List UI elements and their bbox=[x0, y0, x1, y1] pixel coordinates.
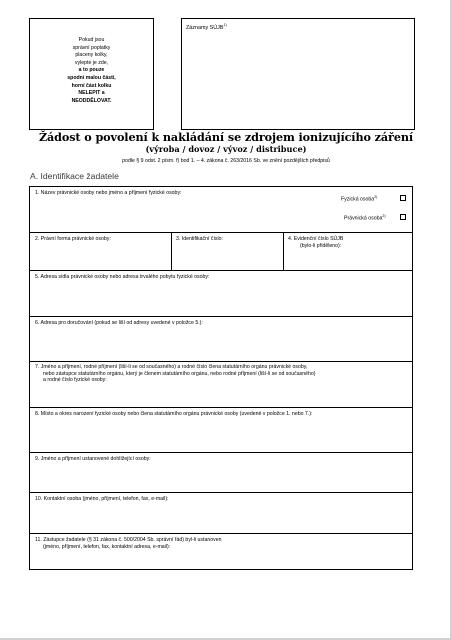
field-9-supervisor[interactable] bbox=[30, 452, 412, 492]
stamp-line: NEODDĚLOVAT. bbox=[71, 97, 112, 104]
field-7-label-line2: nebo zástupce statutárního orgánu, který je členem statutárního orgánu, nebo rodné příjmení (liší-li se od současného) bbox=[43, 370, 316, 377]
field-7-label-line3: a rodné číslo fyzické osoby: bbox=[43, 377, 107, 383]
field-8-birthplace[interactable] bbox=[30, 407, 412, 452]
registry-records-box bbox=[181, 18, 415, 130]
field-10-label: 10. Kontaktní osoba (jméno, příjmení, telefon, fax, e-mail): bbox=[35, 496, 169, 502]
fee-stamp-area[interactable] bbox=[29, 18, 154, 130]
stamp-line: NELEPIT a bbox=[78, 90, 105, 97]
stamp-line: vylepte je zde, bbox=[74, 59, 109, 66]
field-9-label: 9. Jméno a příjmení ustanovené dohlížející osoby: bbox=[35, 456, 151, 462]
field-7-label: 7. Jméno a příjmení, rodné příjmení (liší-li se od současného) a rodné číslo člena statutárního orgánu právnické osoby, bbox=[35, 364, 308, 370]
field-4-sublabel: (bylo-li přiděleno): bbox=[300, 243, 342, 249]
divider bbox=[283, 233, 284, 270]
stamp-line: Pokud jsou bbox=[78, 37, 105, 43]
stamp-line: placeny kolky, bbox=[75, 52, 108, 59]
divider bbox=[171, 233, 172, 270]
document-title: Žádost o povolení k nakládání se zdrojem ionizujícího záření bbox=[38, 130, 414, 144]
stamp-line: a to pouze bbox=[78, 67, 105, 74]
stamp-line: spodní malou částí, bbox=[67, 74, 116, 81]
registry-label: Záznamy SÚJB$^{1)}$ bbox=[186, 23, 227, 31]
field-11-label-line2: (jméno, příjmení, telefon, fax, kontaktní adresa, e-mail): bbox=[43, 543, 171, 550]
field-5-label: 5. Adresa sídla právnické osoby nebo adresa trvalého pobytu fyzické osoby: bbox=[35, 274, 210, 280]
row-2-4 bbox=[30, 232, 412, 270]
field-3-label: 3. Identifikační číslo: bbox=[176, 236, 223, 242]
field-11-representative[interactable] bbox=[30, 533, 412, 569]
legal-basis: podle § 9 odst. 2 písm. f) bod 1. – 4. zákona č. 263/2016 Sb. ve znění pozdějších předpisů bbox=[122, 158, 330, 164]
field-1-label: 1. Název právnické osoby nebo jméno a příjmení fyzické osoby: bbox=[35, 190, 182, 196]
legal-person-label: Právnická osoba$^{2)}$ bbox=[344, 214, 386, 222]
field-6-label: 6. Adresa pro doručování (pokud se liší od adresy uvedené v položce 5.): bbox=[35, 320, 203, 326]
section-a-title: A. Identifikace žadatele bbox=[30, 171, 119, 181]
stamp-instructions bbox=[34, 37, 149, 105]
document-subtitle: (výroba / dovoz / vývoz / distribuce) bbox=[145, 144, 307, 154]
field-10-contact-person[interactable] bbox=[30, 492, 412, 533]
stamp-line: horní část kolku bbox=[71, 82, 112, 89]
natural-person-label: Fyzická osoba$^{2)}$ bbox=[341, 195, 378, 203]
field-8-label: 8. Místo a okres narození fyzické osoby nebo člena statutárního orgánu právnické osoby (uvedené v položce 1. nebo 7.): bbox=[35, 411, 313, 417]
field-7-statutory-person[interactable] bbox=[30, 361, 412, 407]
field-11-label: 11. Zástupce žadatele (§ 31 zákona č. 500/2004 Sb. správní řád) byl-li ustanoven bbox=[35, 537, 222, 543]
field-2-label: 2. Právní forma právnické osoby: bbox=[35, 236, 111, 242]
legal-person-checkbox[interactable] bbox=[400, 214, 406, 220]
natural-person-checkbox[interactable] bbox=[400, 195, 406, 201]
field-6-delivery-address[interactable] bbox=[30, 316, 412, 361]
stamp-line: správní poplatky bbox=[72, 44, 111, 51]
field-1-name[interactable] bbox=[30, 187, 412, 232]
field-4-label: 4. Evidenční číslo SÚJB bbox=[288, 236, 344, 242]
field-5-address[interactable] bbox=[30, 270, 412, 316]
applicant-form bbox=[29, 186, 413, 570]
